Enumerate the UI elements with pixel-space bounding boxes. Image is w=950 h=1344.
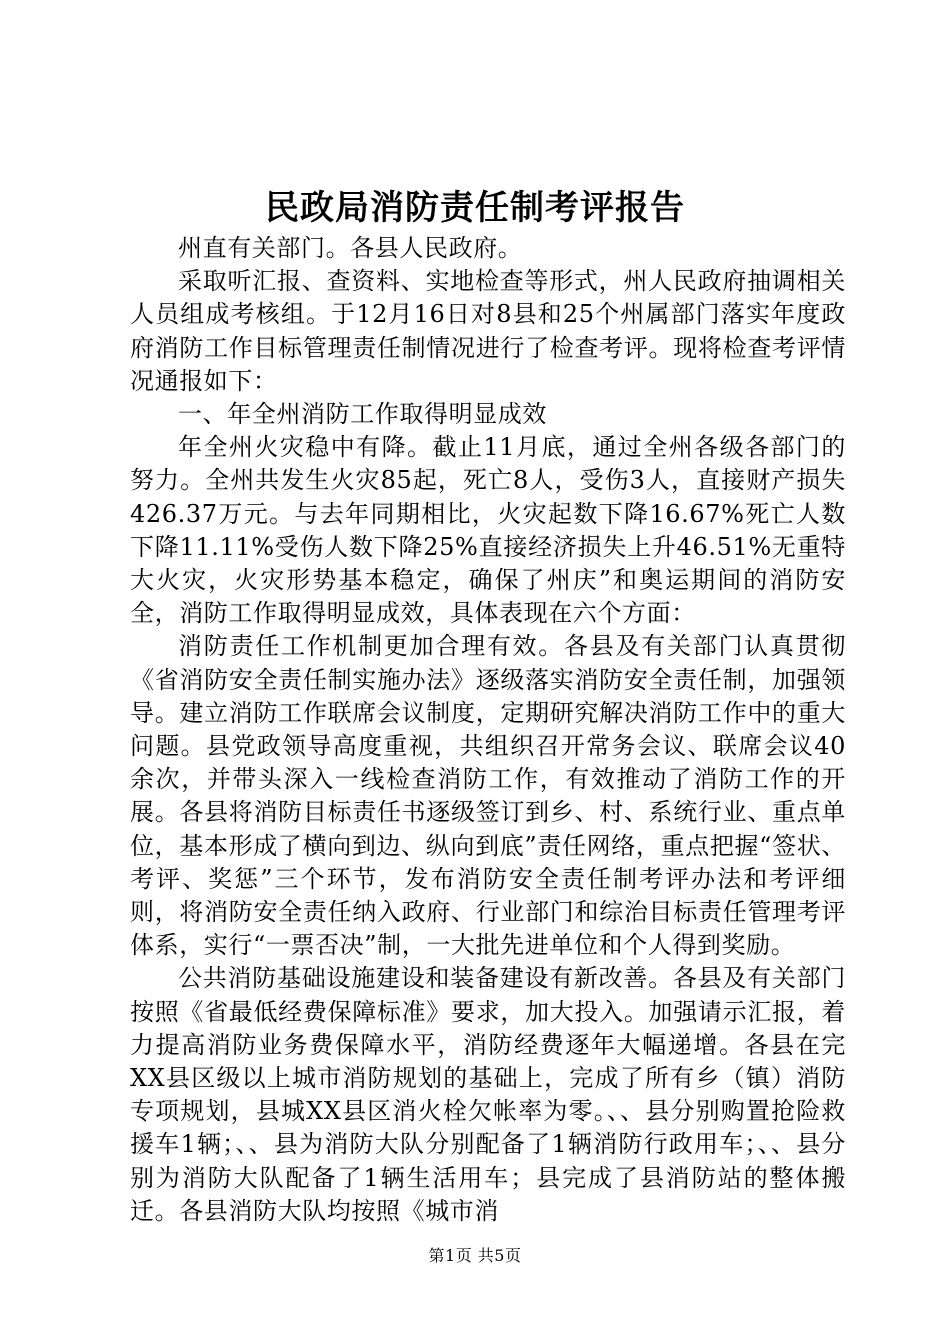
section-heading: 一、年全州消防工作取得明显成效 [178,400,547,429]
paragraph-infrastructure: 公共消防基础设施建设和装备建设有新改善。各县及有关部门按照《省最低经费保障标准》要求，加大投入。加强请示汇报，着力提高消防业务费保障水平，消防经费逐年大幅递增。各县在完XX县区级以上城市消防规划的基础上，完成了所有乡（镇）消防专项规划，县城XX县区消火栓欠帐率为零。、、县分别购置抢险救援车1辆；、、县为消防大队分别配备了1辆消防行政用车；、、县分别为消防大队配备了1辆生活用车；县完成了县消防站的整体搬迁。各县消防大队均按照《城市消 [130,964,846,1225]
paragraph-intro: 采取听汇报、查资料、实地检查等形式，州人民政府抽调相关人员组成考核组。于12月16日对8县和25个州属部门落实年度政府消防工作目标管理责任制情况进行了检查考评。现将检查考评情况通报如下： [130,267,846,395]
paragraph-salutation: 州直有关部门。各县人民政府。 [178,234,523,262]
page-title: 民政局消防责任制考评报告 [265,188,685,228]
page-footer: 第1页 共5页 [428,1246,522,1265]
document-body [130,232,846,1228]
paragraph-fire-statistics: 年全州火灾稳中有降。截止11月底，通过全州各级各部门的努力。全州共发生火灾85起，死亡8人，受伤3人，直接财产损失426.37万元。与去年同期相比，火灾起数下降16.67%死亡人数下降11.11%受伤人数下降25%直接经济损失上升46.51%无重特大火灾，火灾形势基本稳定，确保了州庆”和奥运期间的消防安全，消防工作取得明显成效，具体表现在六个方面： [130,433,846,628]
paragraph-responsibility-mechanism: 消防责任工作机制更加合理有效。各县及有关部门认真贯彻《省消防安全责任制实施办法》逐级落实消防安全责任制，加强领导。建立消防工作联席会议制度，定期研究解决消防工作中的重大问题。县党政领导高度重视，共组织召开常务会议、联席会议40余次，并带头深入一线检查消防工作，有效推动了消防工作的开展。各县将消防目标责任书逐级签订到乡、村、系统行业、重点单位，基本形成了横向到边、纵向到底”责任网络，重点把握“签状、考评、奖惩”三个环节，发布消防安全责任制考评办法和考评细则，将消防安全责任纳入政府、行业部门和综治目标责任管理考评体系，实行“一票否决”制，一大批先进单位和个人得到奖励。 [130,632,846,960]
